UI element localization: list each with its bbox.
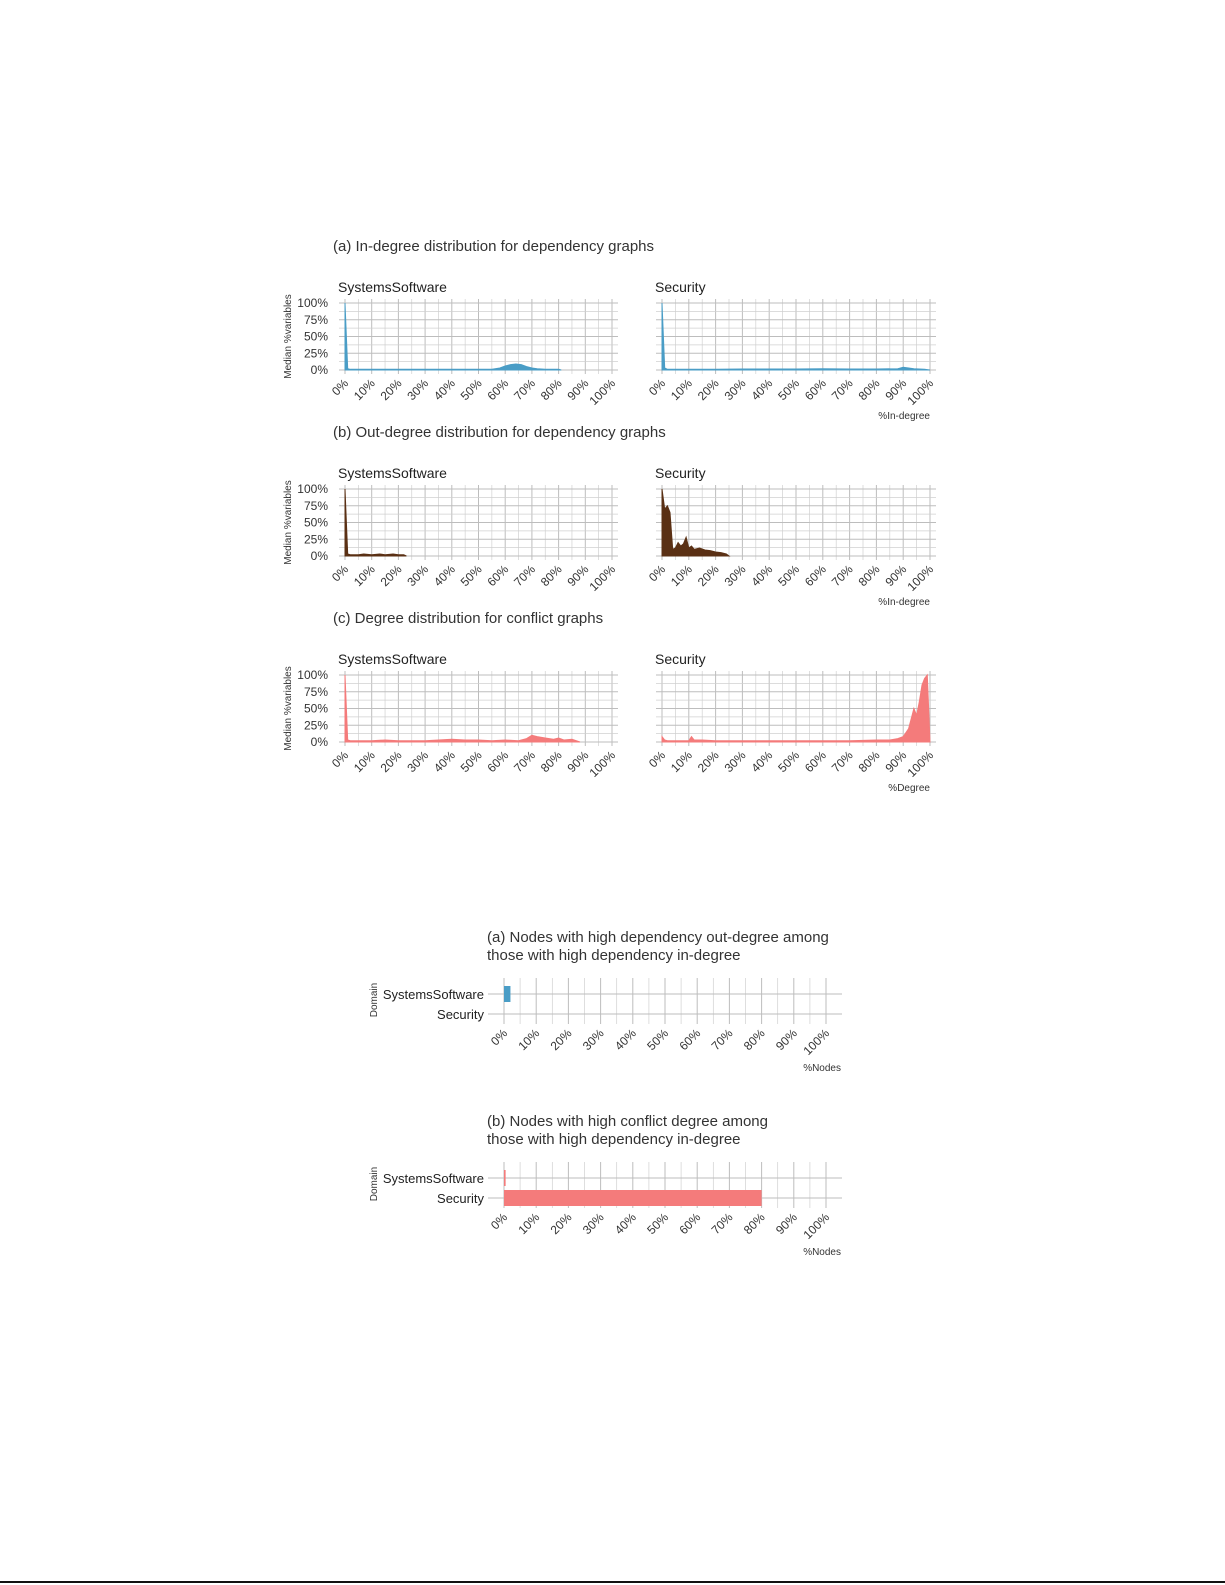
x-tick-label: 20% (694, 748, 722, 776)
facet-title: Security (655, 279, 706, 295)
x-tick-label: 100% (904, 562, 937, 594)
x-tick-label: 10% (515, 1210, 543, 1238)
x-tick-label: 20% (377, 748, 405, 776)
x-tick-label: 60% (802, 748, 829, 776)
x-tick-label: 30% (721, 748, 749, 776)
facet-title: SystemsSoftware (338, 651, 447, 667)
x-tick-label: 100% (800, 1210, 833, 1242)
x-tick-label: 10% (350, 748, 378, 776)
x-tick-label: 70% (511, 376, 539, 404)
y-tick-label: 25% (303, 346, 328, 361)
x-tick-label: 0% (487, 1026, 511, 1049)
x-tick-label: 50% (644, 1210, 672, 1238)
panel-title: (b) Out-degree distribution for dependency graphs (333, 424, 666, 441)
x-tick-label: 80% (855, 562, 883, 590)
x-tick-label: 10% (668, 562, 695, 590)
x-tick-label: 40% (748, 562, 776, 590)
x-tick-label: 50% (457, 376, 485, 404)
x-tick-label: 90% (773, 1210, 800, 1238)
facet-title: Security (655, 651, 706, 667)
x-tick-label: 60% (676, 1210, 704, 1238)
x-tick-label: 10% (350, 562, 378, 590)
x-tick-label: 60% (484, 748, 512, 776)
bar (504, 1190, 762, 1206)
x-tick-label: 20% (694, 562, 722, 590)
x-tick-label: 40% (431, 376, 458, 404)
x-tick-label: 60% (802, 562, 829, 590)
y-tick-label: 50% (303, 515, 328, 530)
y-tick-label: 75% (303, 684, 328, 699)
category-label: SystemsSoftware (382, 987, 484, 1002)
x-tick-label: 80% (740, 1026, 768, 1054)
x-tick-label: 70% (511, 562, 539, 590)
x-tick-label: 50% (457, 748, 485, 776)
y-tick-label: 50% (303, 329, 328, 344)
y-axis-label: Domain (369, 1166, 380, 1202)
x-tick-label: 100% (904, 748, 937, 780)
x-tick-label: 90% (882, 748, 910, 776)
panel-title: (a) Nodes with high dependency out-degree among (487, 929, 829, 946)
y-tick-label: 0% (310, 549, 328, 563)
x-tick-label: 20% (547, 1026, 575, 1054)
bar (504, 1170, 506, 1186)
x-tick-label: 10% (668, 748, 695, 776)
x-tick-label: 60% (484, 562, 512, 590)
x-tick-label: 0% (645, 748, 669, 771)
y-tick-label: 100% (297, 668, 328, 682)
x-tick-label: 70% (828, 748, 856, 776)
x-tick-label: 100% (800, 1026, 833, 1058)
x-tick-label: 50% (775, 376, 803, 404)
category-label: SystemsSoftware (382, 1171, 484, 1186)
x-tick-label: 50% (775, 748, 803, 776)
x-tick-label: 50% (457, 562, 485, 590)
x-tick-label: 80% (537, 376, 565, 404)
x-tick-label: 20% (377, 376, 405, 404)
x-tick-label: 60% (484, 376, 512, 404)
category-label: Security (437, 1007, 484, 1022)
facet-title: SystemsSoftware (338, 279, 447, 295)
x-tick-label: 90% (564, 562, 592, 590)
panel-title: (b) Nodes with high conflict degree among (487, 1113, 768, 1130)
panel-title: (c) Degree distribution for conflict graphs (333, 610, 604, 627)
x-tick-label: 70% (511, 748, 539, 776)
x-tick-label: 30% (579, 1210, 607, 1238)
y-axis-label: Median %variables (283, 480, 294, 565)
x-tick-label: 60% (802, 376, 829, 404)
y-tick-label: 75% (303, 498, 328, 513)
x-tick-label: 40% (612, 1026, 639, 1054)
y-tick-label: 25% (303, 532, 328, 547)
x-tick-label: 40% (431, 562, 458, 590)
x-tick-label: 70% (828, 562, 856, 590)
bar (504, 986, 510, 1002)
x-tick-label: 90% (882, 376, 910, 404)
y-tick-label: 25% (303, 718, 328, 733)
x-tick-label: 30% (404, 748, 432, 776)
panel-title: those with high dependency in-degree (487, 1131, 741, 1148)
y-axis-label: Domain (369, 982, 380, 1018)
x-axis-label: %Nodes (803, 1063, 841, 1074)
x-tick-label: 40% (748, 748, 776, 776)
panel-title: (a) In-degree distribution for dependency graphs (333, 238, 655, 255)
panel-title: those with high dependency in-degree (487, 947, 741, 964)
x-tick-label: 40% (612, 1210, 639, 1238)
x-tick-label: 0% (328, 376, 352, 399)
x-tick-label: 20% (694, 376, 722, 404)
x-tick-label: 10% (350, 376, 378, 404)
x-axis-label: %Degree (888, 783, 930, 794)
x-tick-label: 50% (644, 1026, 672, 1054)
x-tick-label: 70% (708, 1026, 736, 1054)
x-tick-label: 90% (882, 562, 910, 590)
x-tick-label: 90% (564, 748, 592, 776)
x-tick-label: 90% (564, 376, 592, 404)
x-tick-label: 80% (537, 748, 565, 776)
x-axis-label: %In-degree (878, 411, 930, 422)
x-tick-label: 0% (487, 1210, 511, 1233)
x-tick-label: 70% (708, 1210, 736, 1238)
x-tick-label: 0% (328, 748, 352, 771)
x-tick-label: 0% (645, 562, 669, 585)
x-tick-label: 30% (404, 376, 432, 404)
y-tick-label: 75% (303, 312, 328, 327)
x-tick-label: 100% (586, 748, 619, 780)
x-tick-label: 20% (377, 562, 405, 590)
category-label: Security (437, 1191, 484, 1206)
x-tick-label: 100% (586, 562, 619, 594)
x-tick-label: 60% (676, 1026, 704, 1054)
x-tick-label: 40% (748, 376, 776, 404)
x-tick-label: 40% (431, 748, 458, 776)
x-tick-label: 50% (775, 562, 803, 590)
facet-title: SystemsSoftware (338, 465, 447, 481)
y-tick-label: 100% (297, 482, 328, 496)
x-tick-label: 0% (645, 376, 669, 399)
x-tick-label: 20% (547, 1210, 575, 1238)
page-bottom-rule (0, 1581, 1225, 1583)
x-tick-label: 80% (855, 748, 883, 776)
x-tick-label: 30% (721, 376, 749, 404)
x-axis-label: %In-degree (878, 597, 930, 608)
x-tick-label: 30% (721, 562, 749, 590)
x-tick-label: 100% (904, 376, 937, 408)
facet-title: Security (655, 465, 706, 481)
x-tick-label: 10% (668, 376, 695, 404)
x-tick-label: 90% (773, 1026, 800, 1054)
x-tick-label: 80% (537, 562, 565, 590)
x-axis-label: %Nodes (803, 1247, 841, 1258)
y-tick-label: 0% (310, 363, 328, 377)
y-tick-label: 100% (297, 296, 328, 310)
y-axis-label: Median %variables (283, 666, 294, 751)
y-axis-label: Median %variables (283, 294, 294, 379)
y-tick-label: 50% (303, 701, 328, 716)
x-tick-label: 30% (404, 562, 432, 590)
x-tick-label: 0% (328, 562, 352, 585)
x-tick-label: 70% (828, 376, 856, 404)
x-tick-label: 30% (579, 1026, 607, 1054)
y-tick-label: 0% (310, 735, 328, 749)
x-tick-label: 80% (740, 1210, 768, 1238)
x-tick-label: 80% (855, 376, 883, 404)
x-tick-label: 100% (586, 376, 619, 408)
x-tick-label: 10% (515, 1026, 543, 1054)
